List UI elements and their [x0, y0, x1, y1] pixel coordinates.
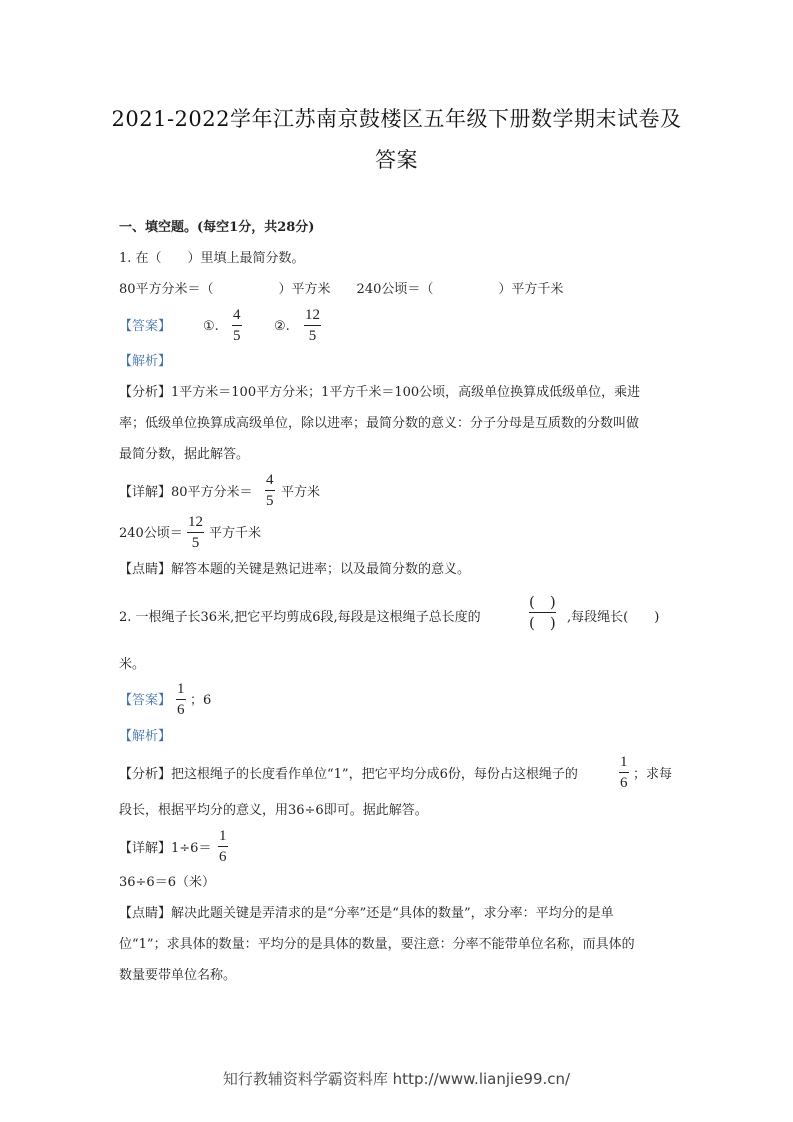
detail-text: 1÷6＝: [171, 841, 212, 856]
page-title-line2: 答案: [375, 148, 418, 172]
analysis-tag: 【分析】: [119, 767, 172, 782]
section-heading: 一、填空题。(每空1分，共28分): [119, 220, 315, 235]
q2-stem-line2: 米。: [119, 657, 146, 672]
q1-analysis-line2: 率；低级单位换算成高级单位，除以进率；最简分数的意义：分子分母是互质数的分数叫做: [119, 416, 640, 431]
q2-dianjing-line3: 数量要带单位名称。: [119, 968, 237, 983]
q1-answer-fraction-1: [232, 306, 242, 345]
q1-answer-fraction-2: [304, 306, 321, 345]
q1-detail-line2-post: 平方千米: [209, 526, 262, 541]
fraction-numerator: 1: [219, 828, 227, 844]
q1-dianjing: [119, 561, 470, 579]
detail-text: 80平方分米＝: [171, 485, 253, 500]
fraction-bar: [232, 325, 242, 326]
q2-dianjing-line2: 位“1”；求具体的数量：平均分的是具体的数量，要注意：分率不能带单位名称，而具体的: [119, 937, 635, 952]
detail-tag: 【详解】: [119, 485, 172, 500]
q2-analysis-fraction: [619, 753, 629, 792]
fraction-numerator: 4: [233, 307, 241, 323]
q2-answer-tag-row: [119, 692, 171, 710]
fraction-denominator: 5: [266, 493, 274, 509]
q2-stem-post: ,每段绳长( ): [567, 610, 660, 625]
fraction-bar: [187, 532, 204, 533]
analysis-tag: 【分析】: [119, 385, 172, 400]
q1-detail-fraction-1: [265, 471, 275, 510]
footer-watermark: 知行教辅资料学霸资料库 http://www.lianjie99.cn/: [222, 1070, 571, 1088]
q2-analysis-line1-pre: [119, 766, 578, 784]
paren-numerator: ( ): [529, 593, 556, 611]
dianjing-tag: 【点睛】: [119, 906, 172, 921]
dianjing-tag: 【点睛】: [119, 562, 172, 577]
fraction-bar: [218, 846, 228, 847]
fraction-denominator: 6: [219, 849, 227, 865]
q2-dianjing-line1: [119, 905, 614, 923]
q2-stem-pre: 2. 一根绳子长36米,把它平均剪成6段,每段是这根绳子总长度的: [119, 610, 481, 625]
q1-detail-fraction-2: [187, 513, 204, 552]
q2-detail-fraction: [218, 827, 228, 866]
analysis-text: 把这根绳子的长度看作单位“1”，把它平均分成6份，每份占这根绳子的: [171, 767, 578, 782]
fraction-numerator: 4: [266, 472, 274, 488]
fraction-bar: [529, 612, 556, 613]
detail-tag: 【详解】: [119, 841, 172, 856]
paren-denominator: ( ): [529, 614, 556, 632]
fraction-bar: [265, 490, 275, 491]
dianjing-text: 解答本题的关键是熟记进率；以及最简分数的意义。: [171, 562, 471, 577]
fraction-numerator: 12: [188, 514, 203, 530]
q1-answer-row: [119, 318, 171, 336]
page-title-line1: 2021-2022学年江苏南京鼓楼区五年级下册数学期末试卷及: [111, 107, 682, 131]
q2-answer-fraction: [176, 680, 186, 719]
q1-stem: 1. 在（ ）里填上最简分数。: [119, 251, 305, 266]
answer-tag: 【答案】: [119, 319, 172, 334]
fraction-numerator: 12: [305, 307, 320, 323]
q1-analysis-line1: [119, 384, 640, 402]
fraction-denominator: 6: [177, 702, 185, 718]
q1-analysis-line3: 最简分数，据此解答。: [119, 447, 250, 462]
fraction-denominator: 6: [620, 775, 628, 791]
q1-answer-marker-2: ②.: [274, 319, 290, 334]
analysis-text: 1平方米＝100平方分米；1平方千米＝100公顷，高级单位换算成低级单位，乘进: [171, 385, 641, 400]
q2-detail-line1-pre: [119, 840, 211, 858]
q2-blank-fraction: [529, 593, 556, 632]
q2-analysis-line1-post: ；求每: [633, 767, 673, 782]
answer-tag: 【答案】: [119, 693, 172, 708]
q1-prompt: 80平方分米＝（ ）平方米 240公顷＝（ ）平方千米: [119, 282, 564, 297]
fraction-bar: [176, 699, 186, 700]
q1-jiexi-tag: 【解析】: [119, 354, 172, 369]
q1-detail-line2-pre: 240公顷＝: [119, 526, 183, 541]
q2-jiexi-tag: 【解析】: [119, 729, 172, 744]
q1-answer-marker-1: ①.: [203, 319, 219, 334]
fraction-denominator: 5: [233, 328, 241, 344]
dianjing-text: 解决此题关键是弄清求的是“分率”还是“具体的数量”，求分率：平均分的是单: [171, 906, 614, 921]
q2-detail-line2: 36÷6＝6（米）: [119, 875, 215, 890]
fraction-bar: [304, 325, 321, 326]
q1-detail-line1-pre: [119, 484, 253, 502]
q1-detail-line1-post: 平方米: [281, 485, 321, 500]
q2-answer-post: ；6: [190, 693, 212, 708]
fraction-bar: [619, 772, 629, 773]
fraction-denominator: 5: [191, 535, 200, 551]
fraction-numerator: 1: [620, 754, 628, 770]
fraction-denominator: 5: [308, 328, 317, 344]
q2-analysis-line2: 段长，根据平均分的意义，用36÷6即可。据此解答。: [119, 803, 428, 818]
fraction-numerator: 1: [177, 681, 185, 697]
